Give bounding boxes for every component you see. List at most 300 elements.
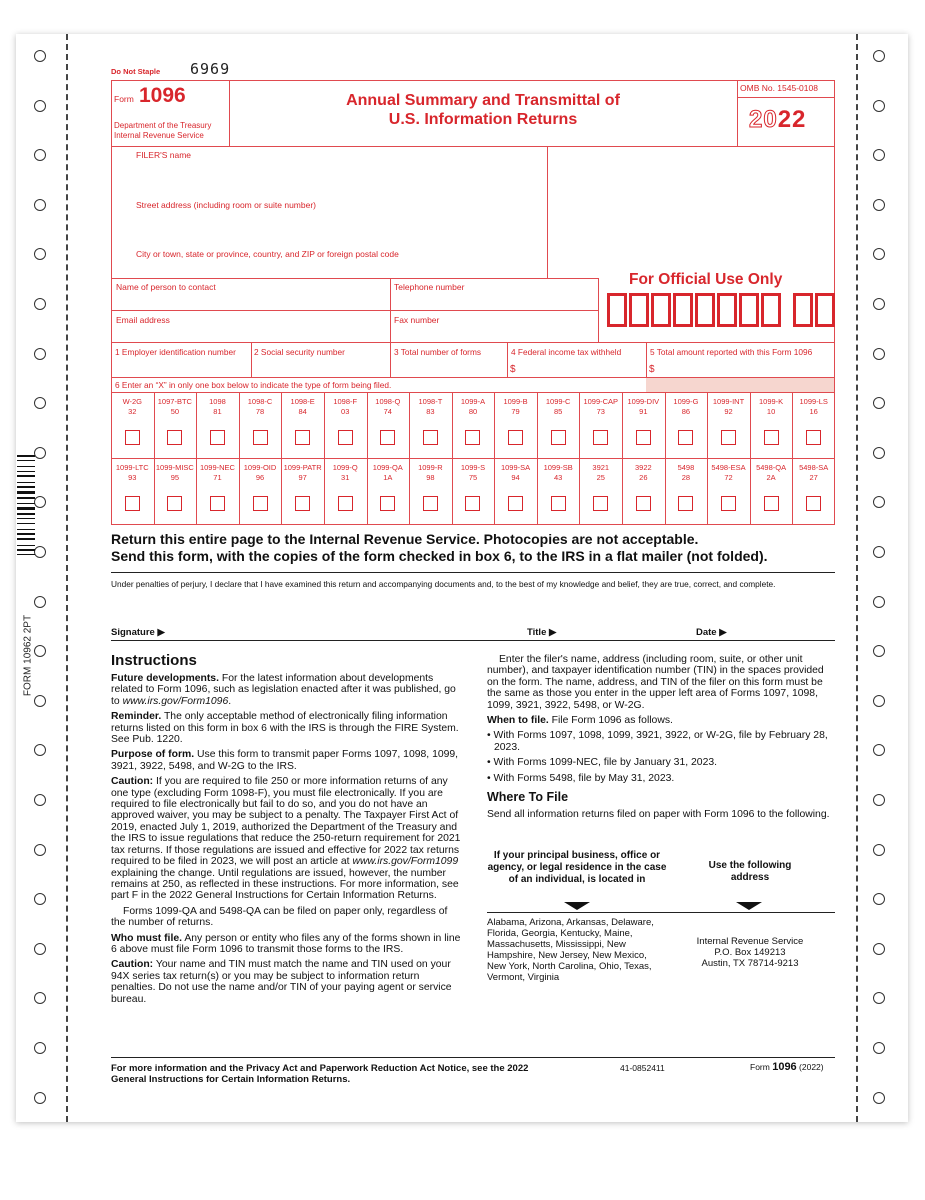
box5-dollar: $ <box>649 364 655 375</box>
grid-divider <box>707 458 708 524</box>
form-type-code: 2A <box>766 473 776 482</box>
tractor-hole <box>34 844 46 856</box>
form-type-name: 1099-A <box>460 397 486 406</box>
form-number: 1096 <box>139 84 186 107</box>
tractor-hole <box>34 744 46 756</box>
notice-line1: Return this entire page to the Internal Revenue Service. Photocopies are not acceptable. <box>111 531 699 547</box>
box1-label: 1 Employer identification number <box>115 347 236 357</box>
official-use-box <box>629 293 649 327</box>
grid-divider <box>792 458 793 524</box>
form-type-cell <box>792 458 835 524</box>
grid-divider <box>154 458 155 524</box>
location-column-head: If your principal business, office or agency, or legal residence in the case of an individual, is located in <box>487 850 667 885</box>
title-field[interactable] <box>565 616 690 638</box>
form-type-code: 85 <box>553 407 563 416</box>
form-type-checkbox[interactable] <box>508 496 523 511</box>
form-type-code: 50 <box>170 407 180 416</box>
signature-field[interactable] <box>180 616 515 638</box>
tractor-hole <box>34 298 46 310</box>
qa-paragraph: Forms 1099-QA and 5498-QA can be filed on paper only, regardless of the number of returns. <box>111 905 448 929</box>
grid-divider <box>196 458 197 524</box>
barcode <box>17 455 35 575</box>
form-type-name: 1097-BTC <box>157 397 192 406</box>
form-type-code: 75 <box>468 473 478 482</box>
tractor-hole <box>34 992 46 1004</box>
form-type-cell <box>324 458 367 524</box>
tractor-hole <box>873 992 885 1004</box>
form-type-cell <box>154 458 197 524</box>
barcode-bar <box>17 523 35 524</box>
instructions-heading: Instructions <box>111 652 197 669</box>
box6-label: 6 Enter an “X” in only one box below to indicate the type of form being filed. <box>115 380 392 390</box>
form-type-cell <box>665 392 708 458</box>
barcode-bar <box>17 475 35 477</box>
dept-line1: Department of the Treasury <box>114 121 212 130</box>
form-type-name: 1098-F <box>333 397 358 406</box>
box4-field[interactable] <box>519 360 643 376</box>
filer-name-label: FILER'S name <box>136 150 192 160</box>
form-type-code: 81 <box>213 407 222 416</box>
barcode-bar <box>17 554 35 555</box>
form-type-name: 1099-SA <box>500 463 531 472</box>
date-field[interactable] <box>735 616 833 638</box>
form-type-checkbox[interactable] <box>167 496 182 511</box>
left-perforation <box>66 34 68 1122</box>
cau-url[interactable]: www.irs.gov/Form1099 <box>352 856 459 868</box>
when-text: File Form 1096 as follows. <box>548 715 673 727</box>
grid-divider <box>409 392 410 458</box>
official-use-box <box>793 293 813 327</box>
form-type-cell <box>452 392 495 458</box>
form-type-checkbox[interactable] <box>125 496 140 511</box>
grid-divider <box>409 458 410 524</box>
barcode-bar <box>17 482 35 483</box>
when-to-file <box>487 715 835 726</box>
form-type-checkbox[interactable] <box>593 496 608 511</box>
grid-right-edge <box>834 392 835 524</box>
barcode-bar <box>17 545 35 546</box>
bullet-3: • With Forms 5498, file by May 31, 2023. <box>487 772 675 784</box>
street-label: Street address (including room or suite number) <box>136 200 316 210</box>
grid-divider <box>579 392 580 458</box>
grid-divider <box>665 458 666 524</box>
contact-label: Name of person to contact <box>116 282 216 292</box>
form-type-name: 1098-E <box>290 397 315 406</box>
tractor-hole <box>873 1092 885 1104</box>
box5-label: 5 Total amount reported with this Form 1096 <box>650 347 813 357</box>
form-type-checkbox[interactable] <box>295 430 310 445</box>
barcode-bar <box>17 529 35 530</box>
handwritten-code: 6969 <box>190 60 231 78</box>
form-type-cell <box>750 458 793 524</box>
official-use-box <box>651 293 671 327</box>
tractor-hole <box>34 645 46 657</box>
form-type-checkbox[interactable] <box>253 496 268 511</box>
form-type-checkbox[interactable] <box>764 496 779 511</box>
bullet-2: • With Forms 1099-NEC, file by January 31, 2023. <box>487 757 718 769</box>
form-type-name: 3921 <box>592 463 610 472</box>
do-not-staple: Do Not Staple <box>111 67 161 76</box>
pur-text: Use this form to transmit paper Forms 1097, 1098, 1099, 3921, 3922, 5498, and W-2G to the IRS. <box>111 749 459 772</box>
signature-label: Signature ▶ <box>111 627 165 638</box>
form-type-code: 73 <box>596 407 605 416</box>
form-type-checkbox[interactable] <box>295 496 310 511</box>
grid-divider <box>750 392 751 458</box>
caution-name-tin <box>111 959 461 1005</box>
form-type-cell <box>494 392 537 458</box>
official-use-box <box>815 293 835 327</box>
form-type-name: 5498 <box>677 463 695 472</box>
tractor-hole <box>34 100 46 112</box>
grid-divider <box>452 458 453 524</box>
tractor-hole <box>34 447 46 459</box>
form-type-code: 28 <box>681 473 691 482</box>
form-type-code: 27 <box>809 473 818 482</box>
form-type-checkbox[interactable] <box>636 496 651 511</box>
telephone-label: Telephone number <box>394 282 465 292</box>
arrow-down-icon-2 <box>736 902 762 910</box>
where-to-file-text: Send all information returns filed on paper with Form 1096 to the following. <box>487 809 830 821</box>
barcode-bar <box>17 518 35 519</box>
grid-divider <box>750 458 751 524</box>
form-type-cell <box>622 458 665 524</box>
grid-divider <box>494 458 495 524</box>
form-type-cell <box>409 392 452 458</box>
tractor-hole <box>34 199 46 211</box>
grid-divider <box>494 392 495 458</box>
barcode-bar <box>17 533 35 535</box>
grid-divider <box>579 458 580 524</box>
form-type-checkbox[interactable] <box>678 430 693 445</box>
purpose-of-form <box>111 749 461 772</box>
form-type-checkbox[interactable] <box>593 430 608 445</box>
grid-divider <box>792 392 793 458</box>
form-type-code: 71 <box>213 473 222 482</box>
tractor-hole <box>873 447 885 459</box>
official-use-box <box>673 293 693 327</box>
form-type-name: 1099-R <box>418 463 443 472</box>
box3-field[interactable] <box>394 358 504 374</box>
instructions-right <box>487 654 835 824</box>
tax-year <box>749 106 806 134</box>
form-type-cell <box>537 392 580 458</box>
tractor-hole <box>873 50 885 62</box>
form-type-checkbox[interactable] <box>380 430 395 445</box>
footer-form-num: 1096 <box>772 1061 797 1073</box>
official-use-label: For Official Use Only <box>629 271 783 288</box>
form-type-code: 03 <box>341 407 350 416</box>
tractor-hole <box>34 149 46 161</box>
form-type-name: 5498-ESA <box>711 463 746 472</box>
form-type-name: 1099-OID <box>243 463 277 472</box>
form-type-code: 43 <box>553 473 563 482</box>
barcode-bar <box>17 460 35 461</box>
form-type-name: 1099-CAP <box>583 397 619 406</box>
form-title <box>229 91 737 129</box>
tractor-hole <box>873 695 885 707</box>
form-type-checkbox[interactable] <box>551 430 566 445</box>
form-type-code: 98 <box>426 473 435 482</box>
form-type-code: 83 <box>426 407 435 416</box>
form-type-code: 72 <box>724 473 733 482</box>
grid-divider <box>537 458 538 524</box>
form-type-checkbox[interactable] <box>764 430 779 445</box>
official-use-box <box>761 293 781 327</box>
grid-divider <box>622 458 623 524</box>
cau-text: If you are required to file 250 or more information returns of any one type (excluding Form 1098-F), you must file electronically. If you are required to file electronically but fail to do so, and you do not have an approved waiver, you may be subject to a penalty. The Taxpayer First Act of 2019, enacted July 1, 2019, authorized the Department of the Treasury and the IRS to issue regulations that reduce the 250-return requirement for 2021 tax returns. If those regulations are issued and effective for 2022 tax returns required to be filed in 2023, we will post an article at <box>111 776 461 868</box>
pur-head: Purpose of form. <box>111 749 195 761</box>
tractor-hole <box>34 50 46 62</box>
form-type-checkbox[interactable] <box>636 430 651 445</box>
barcode-bar <box>17 538 35 540</box>
form-type-cell <box>792 392 835 458</box>
form-type-cell <box>579 392 622 458</box>
who-head: Who must file. <box>111 932 182 944</box>
tractor-hole <box>34 348 46 360</box>
form-type-cell <box>281 392 324 458</box>
department <box>114 121 211 141</box>
tractor-hole <box>873 496 885 508</box>
form-type-checkbox[interactable] <box>380 496 395 511</box>
form-type-name: 1099-LTC <box>115 463 149 472</box>
caution-efile <box>111 776 461 901</box>
irs-address <box>680 936 820 969</box>
barcode-bar <box>17 455 35 457</box>
fax-label: Fax number <box>394 315 440 325</box>
grid-divider <box>154 392 155 458</box>
form-type-name: 1099-G <box>673 397 699 406</box>
form-type-name: 1099-PATR <box>283 463 322 472</box>
form-type-code: 92 <box>724 407 733 416</box>
box1-field[interactable] <box>115 358 247 374</box>
grid-divider <box>324 392 325 458</box>
when-head: When to file. <box>487 715 549 727</box>
fd-end: . <box>228 695 232 707</box>
tractor-hole <box>34 248 46 260</box>
grid-divider <box>367 458 368 524</box>
form-type-code: 97 <box>298 473 307 482</box>
footer-code: 41-0852411 <box>620 1063 665 1073</box>
form-type-code: 25 <box>596 473 605 482</box>
form-type-cell <box>537 458 580 524</box>
form-type-checkbox[interactable] <box>806 430 821 445</box>
barcode-bar <box>17 503 35 504</box>
form-type-cell <box>324 392 367 458</box>
fd-url[interactable]: www.irs.gov/Form1096 <box>122 695 229 707</box>
address-column-head: Use the following address <box>708 860 792 883</box>
who-text: Any person or entity who files any of the forms shown in line 6 above must file Form 1096 to transmit those forms to the IRS. <box>111 932 461 955</box>
form-type-checkbox[interactable] <box>465 496 480 511</box>
date-label: Date ▶ <box>696 627 727 638</box>
form-type-name: 1098-Q <box>375 397 401 406</box>
form-type-code: 79 <box>511 407 520 416</box>
rem-head: Reminder. <box>111 711 162 723</box>
box2-field[interactable] <box>254 358 386 374</box>
grid-divider <box>707 392 708 458</box>
addr-line3: Austin, TX 78714-9213 <box>701 958 799 969</box>
form-type-name: 1099-B <box>503 397 528 406</box>
tractor-hole <box>34 893 46 905</box>
right-perforation <box>856 34 858 1122</box>
form-type-cell <box>111 392 154 458</box>
year-solid: 22 <box>777 106 807 133</box>
official-use-box <box>607 293 627 327</box>
form-type-name: 1099-C <box>545 397 571 406</box>
footer-form-year: (2022) <box>796 1062 824 1072</box>
grid-row-line <box>111 524 835 525</box>
form-type-cell <box>494 458 537 524</box>
tractor-hole <box>873 298 885 310</box>
barcode-bar <box>17 513 35 515</box>
tractor-hole <box>873 744 885 756</box>
box2-label: 2 Social security number <box>254 347 345 357</box>
who-must-file <box>111 933 461 956</box>
street-field[interactable] <box>131 212 541 242</box>
grid-divider <box>622 392 623 458</box>
barcode-bar <box>17 486 35 488</box>
form-type-checkbox[interactable] <box>721 496 736 511</box>
form-type-code: 95 <box>170 473 180 482</box>
form-type-cell <box>579 458 622 524</box>
barcode-bar <box>17 549 35 551</box>
divider <box>111 572 835 573</box>
form-type-cell <box>409 458 452 524</box>
filer-info-paragraph: Enter the filer's name, address (including room, suite, or other unit number), and taxpayer identification number (TIN) in the spaces provided on the form. The name, address, and TIN of the filer on this form must be the same as those you enter in the upper left area of Forms 1097, 1098, 1099, 3921, 3922, 5498, or W-2G. <box>487 654 824 711</box>
form-type-checkbox[interactable] <box>721 430 736 445</box>
form-type-name: 1098-C <box>247 397 273 406</box>
tractor-hole <box>873 893 885 905</box>
barcode-bar <box>17 507 35 510</box>
year-outline: 20 <box>749 106 778 133</box>
grid-divider <box>665 392 666 458</box>
form-type-checkbox[interactable] <box>253 430 268 445</box>
official-use-box <box>717 293 737 327</box>
footer-line <box>111 1057 835 1058</box>
form-type-name: 1099-K <box>759 397 784 406</box>
tractor-hole <box>873 348 885 360</box>
form-type-checkbox[interactable] <box>508 430 523 445</box>
form-type-checkbox[interactable] <box>167 430 182 445</box>
dept-line2: Internal Revenue Service <box>114 131 204 140</box>
tractor-hole <box>34 695 46 707</box>
tractor-hole <box>873 844 885 856</box>
email-label: Email address <box>116 315 170 325</box>
vertical-form-label: FORM 10962 2PT <box>22 614 34 697</box>
addr-line2: P.O. Box 149213 <box>714 947 786 958</box>
grid-divider <box>239 392 240 458</box>
form-type-checkbox[interactable] <box>338 430 353 445</box>
form-type-checkbox[interactable] <box>423 430 438 445</box>
form-type-checkbox[interactable] <box>678 496 693 511</box>
form-type-code: 80 <box>468 407 478 416</box>
future-developments <box>111 673 461 707</box>
form-type-name: W-2G <box>122 397 143 406</box>
box5-field[interactable] <box>658 360 832 376</box>
filer-name-field[interactable] <box>131 162 541 192</box>
form-type-checkbox[interactable] <box>210 430 225 445</box>
fd-text: For the latest information about developments related to Form 1096, such as legislation enacted after it was published, go to <box>111 673 456 707</box>
form-type-code: 96 <box>255 473 265 482</box>
reminder <box>111 711 461 745</box>
grid-divider <box>239 458 240 524</box>
grid-left-edge <box>111 392 112 524</box>
tractor-hole <box>34 1092 46 1104</box>
barcode-bar <box>17 497 35 499</box>
form-type-code: 10 <box>766 407 776 416</box>
form-type-name: 3922 <box>634 463 652 472</box>
form-type-name: 1099-INT <box>712 397 745 406</box>
form-type-name: 5498-QA <box>756 463 787 472</box>
form-type-checkbox[interactable] <box>551 496 566 511</box>
grid-divider <box>452 392 453 458</box>
title-line2: U.S. Information Returns <box>388 111 578 128</box>
form-type-code: 74 <box>383 407 392 416</box>
tractor-hole <box>34 1042 46 1054</box>
rem-text: The only acceptable method of electronically filing information returns listed on this form in box 6 with the IRS is through the FIRE System. See Pub. 1220. <box>111 711 459 746</box>
form-type-cell <box>750 392 793 458</box>
tractor-hole <box>873 100 885 112</box>
form-type-cell <box>367 392 410 458</box>
tractor-hole <box>873 149 885 161</box>
form-type-checkbox[interactable] <box>465 430 480 445</box>
tractor-hole <box>873 596 885 608</box>
tractor-hole <box>873 397 885 409</box>
form-type-checkbox[interactable] <box>125 430 140 445</box>
form-type-cell <box>196 458 239 524</box>
tractor-hole <box>34 596 46 608</box>
cau-head: Caution: <box>111 776 154 788</box>
tractor-hole <box>34 546 46 558</box>
grid-divider <box>281 458 282 524</box>
city-field[interactable] <box>131 260 541 276</box>
form-type-cell <box>367 458 410 524</box>
form-type-cell <box>239 392 282 458</box>
form-type-cell <box>281 458 324 524</box>
form-type-checkbox[interactable] <box>806 496 821 511</box>
form-type-cell <box>707 458 750 524</box>
official-use-box <box>739 293 759 327</box>
footer-form-id <box>750 1061 824 1073</box>
form-type-cell <box>452 458 495 524</box>
form-type-code: 91 <box>639 407 648 416</box>
return-notice <box>111 531 768 565</box>
perjury-statement: Under penalties of perjury, I declare that I have examined this return and accompanying documents and, to the best of my knowledge and belief, they are true, correct, and complete. <box>111 579 776 589</box>
box4-dollar: $ <box>510 364 516 375</box>
form-type-checkbox[interactable] <box>210 496 225 511</box>
form-type-name: 1099-SB <box>543 463 573 472</box>
tractor-hole <box>873 546 885 558</box>
arrow-down-icon <box>564 902 590 910</box>
barcode-bar <box>17 491 35 494</box>
footer-form-word: Form <box>750 1062 773 1072</box>
form-type-code: 78 <box>255 407 265 416</box>
where-to-file-heading: Where To File <box>487 790 569 805</box>
box4-label: 4 Federal income tax withheld <box>511 347 622 357</box>
form-word: Form <box>114 94 134 104</box>
form-type-code: 93 <box>128 473 137 482</box>
form-type-cell <box>154 392 197 458</box>
form-type-cell <box>622 392 665 458</box>
addr-line1: Internal Revenue Service <box>696 936 804 947</box>
form-type-checkbox[interactable] <box>423 496 438 511</box>
tractor-hole <box>34 496 46 508</box>
cau2-head: Caution: <box>111 959 154 971</box>
box3-label: 3 Total number of forms <box>394 347 482 357</box>
form-type-name: 1099-Q <box>332 463 358 472</box>
form-type-code: 84 <box>298 407 307 416</box>
form-type-checkbox[interactable] <box>338 496 353 511</box>
tractor-hole <box>873 943 885 955</box>
